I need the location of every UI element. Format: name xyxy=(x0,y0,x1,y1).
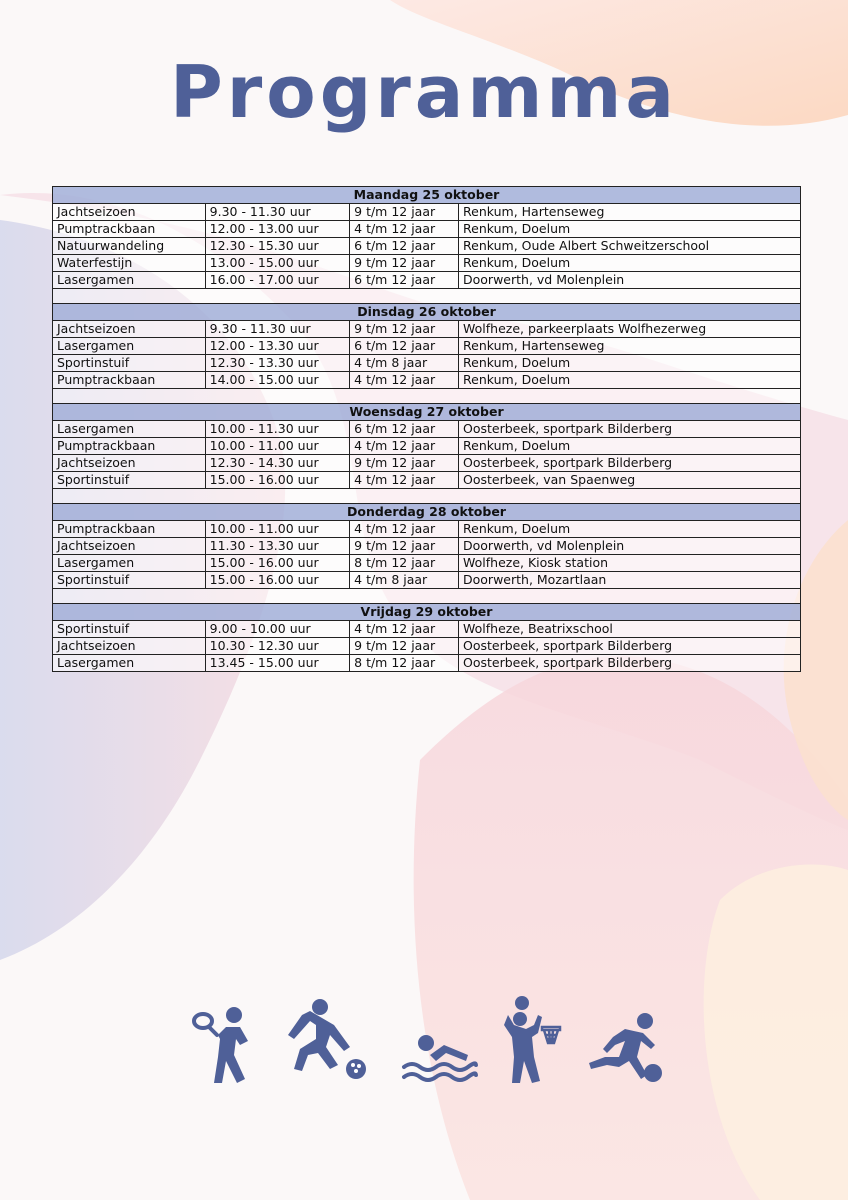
time-cell: 10.30 - 12.30 uur xyxy=(205,638,350,655)
time-cell: 14.00 - 15.00 uur xyxy=(205,372,350,389)
table-row xyxy=(53,204,801,221)
time-cell: 10.00 - 11.30 uur xyxy=(205,421,350,438)
activity-cell: Sportinstuif xyxy=(53,621,206,638)
activity-cell: Jachtseizoen xyxy=(53,538,206,555)
table-row xyxy=(53,338,801,355)
activity-cell: Sportinstuif xyxy=(53,355,206,372)
table-row xyxy=(53,238,801,255)
location-cell: Renkum, Hartenseweg xyxy=(459,338,801,355)
spacer-row xyxy=(53,389,801,404)
bowling-icon xyxy=(280,995,370,1085)
soccer-player-icon xyxy=(585,995,665,1085)
age-cell: 4 t/m 12 jaar xyxy=(350,221,459,238)
time-cell: 9.30 - 11.30 uur xyxy=(205,204,350,221)
table-row xyxy=(53,572,801,589)
location-cell: Wolfheze, parkeerplaats Wolfhezerweg xyxy=(459,321,801,338)
table-row xyxy=(53,521,801,538)
location-cell: Wolfheze, Kiosk station xyxy=(459,555,801,572)
location-cell: Renkum, Doelum xyxy=(459,355,801,372)
activity-cell: Jachtseizoen xyxy=(53,455,206,472)
spacer-cell xyxy=(53,489,801,504)
table-row xyxy=(53,555,801,572)
table-row xyxy=(53,372,801,389)
age-cell: 4 t/m 8 jaar xyxy=(350,355,459,372)
activity-cell: Lasergamen xyxy=(53,338,206,355)
activity-cell: Pumptrackbaan xyxy=(53,438,206,455)
day-header-row xyxy=(53,304,801,321)
location-cell: Renkum, Doelum xyxy=(459,372,801,389)
time-cell: 15.00 - 16.00 uur xyxy=(205,472,350,489)
age-cell: 6 t/m 12 jaar xyxy=(350,421,459,438)
activity-cell: Lasergamen xyxy=(53,555,206,572)
time-cell: 12.00 - 13.00 uur xyxy=(205,221,350,238)
activity-cell: Pumptrackbaan xyxy=(53,521,206,538)
page-title: Programma xyxy=(169,50,678,134)
location-cell: Renkum, Doelum xyxy=(459,255,801,272)
location-cell: Renkum, Doelum xyxy=(459,221,801,238)
table-row xyxy=(53,421,801,438)
age-cell: 4 t/m 12 jaar xyxy=(350,621,459,638)
activity-cell: Jachtseizoen xyxy=(53,204,206,221)
day-header-row xyxy=(53,404,801,421)
age-cell: 4 t/m 12 jaar xyxy=(350,521,459,538)
time-cell: 11.30 - 13.30 uur xyxy=(205,538,350,555)
age-cell: 9 t/m 12 jaar xyxy=(350,455,459,472)
activity-cell: Jachtseizoen xyxy=(53,321,206,338)
age-cell: 8 t/m 12 jaar xyxy=(350,555,459,572)
basketball-player-icon xyxy=(500,995,570,1085)
location-cell: Doorwerth, vd Molenplein xyxy=(459,272,801,289)
location-cell: Oosterbeek, van Spaenweg xyxy=(459,472,801,489)
table-row xyxy=(53,655,801,672)
age-cell: 4 t/m 12 jaar xyxy=(350,372,459,389)
table-row xyxy=(53,638,801,655)
location-cell: Renkum, Doelum xyxy=(459,521,801,538)
age-cell: 9 t/m 12 jaar xyxy=(350,321,459,338)
time-cell: 12.30 - 13.30 uur xyxy=(205,355,350,372)
age-cell: 6 t/m 12 jaar xyxy=(350,338,459,355)
table-row xyxy=(53,355,801,372)
time-cell: 10.00 - 11.00 uur xyxy=(205,438,350,455)
activity-cell: Waterfestijn xyxy=(53,255,206,272)
time-cell: 15.00 - 16.00 uur xyxy=(205,572,350,589)
location-cell: Doorwerth, Mozartlaan xyxy=(459,572,801,589)
spacer-row xyxy=(53,289,801,304)
location-cell: Oosterbeek, sportpark Bilderberg xyxy=(459,455,801,472)
table-row xyxy=(53,472,801,489)
time-cell: 16.00 - 17.00 uur xyxy=(205,272,350,289)
activity-cell: Lasergamen xyxy=(53,421,206,438)
day-header: Vrijdag 29 oktober xyxy=(53,604,801,621)
day-header: Dinsdag 26 oktober xyxy=(53,304,801,321)
time-cell: 12.00 - 13.30 uur xyxy=(205,338,350,355)
time-cell: 10.00 - 11.00 uur xyxy=(205,521,350,538)
time-cell: 12.30 - 14.30 uur xyxy=(205,455,350,472)
location-cell: Renkum, Oude Albert Schweitzerschool xyxy=(459,238,801,255)
day-header: Donderdag 28 oktober xyxy=(53,504,801,521)
swimmer-icon xyxy=(400,995,480,1085)
spacer-cell xyxy=(53,289,801,304)
activity-cell: Pumptrackbaan xyxy=(53,221,206,238)
spacer-row xyxy=(53,489,801,504)
day-header-row xyxy=(53,604,801,621)
activity-cell: Lasergamen xyxy=(53,272,206,289)
table-row xyxy=(53,221,801,238)
time-cell: 13.00 - 15.00 uur xyxy=(205,255,350,272)
location-cell: Renkum, Doelum xyxy=(459,438,801,455)
spacer-cell xyxy=(53,589,801,604)
day-header: Woensdag 27 oktober xyxy=(53,404,801,421)
time-cell: 12.30 - 15.30 uur xyxy=(205,238,350,255)
age-cell: 4 t/m 8 jaar xyxy=(350,572,459,589)
sport-icons-row xyxy=(180,995,680,1090)
age-cell: 6 t/m 12 jaar xyxy=(350,238,459,255)
age-cell: 4 t/m 12 jaar xyxy=(350,438,459,455)
age-cell: 4 t/m 12 jaar xyxy=(350,472,459,489)
time-cell: 9.00 - 10.00 uur xyxy=(205,621,350,638)
location-cell: Oosterbeek, sportpark Bilderberg xyxy=(459,421,801,438)
spacer-cell xyxy=(53,389,801,404)
location-cell: Wolfheze, Beatrixschool xyxy=(459,621,801,638)
table-row xyxy=(53,438,801,455)
program-table xyxy=(52,186,801,672)
location-cell: Doorwerth, vd Molenplein xyxy=(459,538,801,555)
age-cell: 9 t/m 12 jaar xyxy=(350,204,459,221)
age-cell: 9 t/m 12 jaar xyxy=(350,255,459,272)
activity-cell: Sportinstuif xyxy=(53,572,206,589)
spacer-row xyxy=(53,589,801,604)
time-cell: 13.45 - 15.00 uur xyxy=(205,655,350,672)
table-row xyxy=(53,255,801,272)
age-cell: 6 t/m 12 jaar xyxy=(350,272,459,289)
time-cell: 15.00 - 16.00 uur xyxy=(205,555,350,572)
table-row xyxy=(53,321,801,338)
tennis-player-icon xyxy=(190,995,265,1085)
time-cell: 9.30 - 11.30 uur xyxy=(205,321,350,338)
day-header-row xyxy=(53,187,801,204)
table-row xyxy=(53,621,801,638)
location-cell: Renkum, Hartenseweg xyxy=(459,204,801,221)
table-row xyxy=(53,538,801,555)
activity-cell: Natuurwandeling xyxy=(53,238,206,255)
age-cell: 9 t/m 12 jaar xyxy=(350,538,459,555)
table-row xyxy=(53,455,801,472)
activity-cell: Pumptrackbaan xyxy=(53,372,206,389)
day-header-row xyxy=(53,504,801,521)
location-cell: Oosterbeek, sportpark Bilderberg xyxy=(459,638,801,655)
age-cell: 8 t/m 12 jaar xyxy=(350,655,459,672)
activity-cell: Jachtseizoen xyxy=(53,638,206,655)
age-cell: 9 t/m 12 jaar xyxy=(350,638,459,655)
table-row xyxy=(53,272,801,289)
day-header: Maandag 25 oktober xyxy=(53,187,801,204)
activity-cell: Sportinstuif xyxy=(53,472,206,489)
activity-cell: Lasergamen xyxy=(53,655,206,672)
location-cell: Oosterbeek, sportpark Bilderberg xyxy=(459,655,801,672)
